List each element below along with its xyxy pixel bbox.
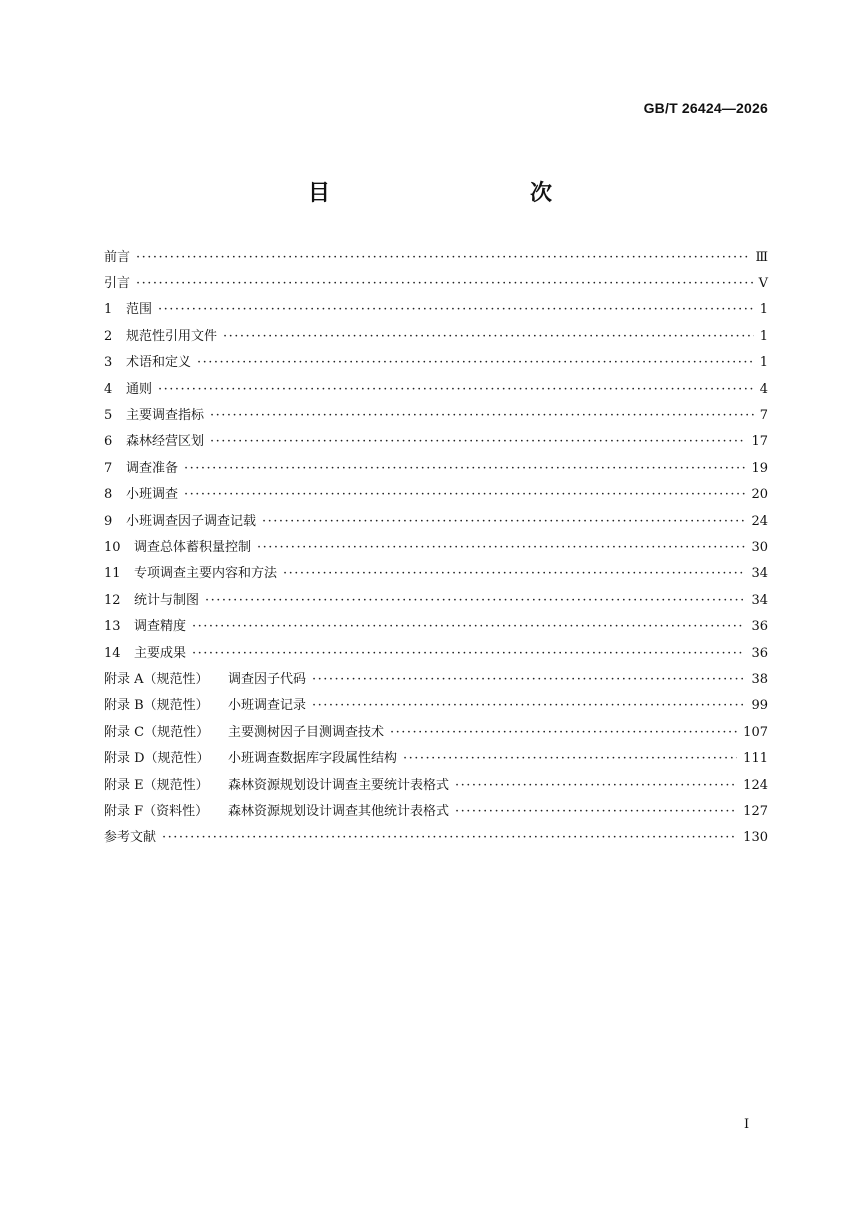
toc-entry-page: 34 [751,566,768,582]
toc-entry-label: 参考文献 [104,830,157,846]
toc-entry-appendix-e[interactable] [104,772,768,798]
toc-entry-9[interactable] [104,508,768,534]
toc-entry-number: 11 [104,566,121,582]
toc-entry-page: 24 [751,513,768,529]
toc-entry-14[interactable] [104,640,768,666]
toc-entry-6[interactable] [104,429,768,455]
toc-entry-page: 4 [759,381,768,397]
toc-entry-3[interactable] [104,350,768,376]
toc-entry-4[interactable] [104,376,768,402]
toc-entry-label: 通则 [126,381,153,397]
toc-entry-number: 附录 B（规范性） [104,698,209,714]
toc-entry-number: 附录 C（规范性） [104,724,210,740]
toc-entry-10[interactable] [104,534,768,560]
toc-entry-label: 小班调查记录 [228,698,307,714]
toc-entry-label: 小班调查 [126,487,179,503]
toc-entry-number: 7 [104,460,113,476]
toc-entry-appendix-f[interactable] [104,798,768,824]
toc-entry-foreword[interactable] [104,244,768,270]
toc-entry-label: 术语和定义 [126,355,192,371]
toc-entry-page: 124 [743,777,768,793]
dot-leader [162,831,737,844]
toc-entry-12[interactable] [104,587,768,613]
toc-entry-number: 5 [104,408,113,424]
toc-entry-number: 2 [104,328,113,344]
toc-entry-page: Ⅲ [755,249,768,265]
toc-entry-page: 19 [751,460,768,476]
toc-entry-number: 附录 A（规范性） [104,671,209,687]
dot-leader [184,488,745,501]
dot-leader [312,699,745,712]
toc-entry-page: 30 [751,539,768,555]
toc-entry-label: 调查总体蓄积量控制 [134,539,252,555]
toc-entry-appendix-b[interactable] [104,693,768,719]
toc-entry-page: 17 [751,434,768,450]
toc-entry-number: 13 [104,619,121,635]
toc-entry-label: 森林经营区划 [126,434,205,450]
toc-entry-number: 14 [104,645,121,661]
toc-entry-number: 附录 F（资料性） [104,803,209,819]
toc-entry-page: 7 [759,408,768,424]
toc-entry-5[interactable] [104,402,768,428]
toc-entry-page: 34 [751,592,768,608]
toc-entry-appendix-a[interactable] [104,666,768,692]
toc-entry-11[interactable] [104,561,768,587]
toc-entry-page: 38 [751,671,768,687]
toc-entry-appendix-d[interactable] [104,745,768,771]
toc-entry-page: 99 [751,698,768,714]
toc-entry-number: 6 [104,434,113,450]
toc-entry-label: 调查准备 [126,460,179,476]
toc-entry-label: 主要测树因子目测调查技术 [228,724,385,740]
toc-entry-number: 附录 E（规范性） [104,777,209,793]
toc-entry-page: 36 [751,645,768,661]
dot-leader [158,303,754,316]
dot-leader [223,330,754,343]
toc-entry-label: 小班调查因子调查记载 [126,513,257,529]
dot-leader [136,251,749,264]
dot-leader [262,515,745,528]
dot-leader [136,277,753,290]
toc-entry-label: 前言 [104,249,131,265]
toc-entry-label: 调查精度 [134,619,187,635]
toc-entry-page: 1 [759,355,768,371]
toc-entry-page: 111 [743,751,768,767]
toc-entry-page: 1 [759,302,768,318]
toc-entry-page: Ⅴ [758,276,768,292]
dot-leader [192,647,745,660]
dot-leader [210,409,754,422]
toc-entry-number: 12 [104,592,121,608]
toc-entry-page: 1 [759,328,768,344]
toc-entry-page: 127 [743,803,768,819]
toc-entry-bibliography[interactable] [104,825,768,851]
toc-entry-8[interactable] [104,482,768,508]
toc-entry-label: 统计与制图 [134,592,200,608]
toc-entry-13[interactable] [104,613,768,639]
toc-entry-label: 森林资源规划设计调查主要统计表格式 [228,777,450,793]
standard-code: GB/T 26424—2026 [643,100,768,116]
toc-entry-label: 引言 [104,276,131,292]
toc-entry-label: 小班调查数据库字段属性结构 [228,751,398,767]
toc-entry-1[interactable] [104,297,768,323]
toc-title: 目 次 [307,180,604,206]
dot-leader [283,567,745,580]
toc-entry-number: 附录 D（规范性） [104,751,210,767]
dot-leader [184,462,745,475]
toc-entry-number: 9 [104,513,113,529]
toc-entry-number: 3 [104,355,113,371]
toc-entry-number: 4 [104,381,113,397]
dot-leader [197,356,754,369]
dot-leader [455,805,737,818]
toc-entry-page: 130 [743,830,768,846]
toc-entry-label: 规范性引用文件 [126,328,218,344]
toc-entry-2[interactable] [104,323,768,349]
toc-entry-label: 主要成果 [134,645,187,661]
toc-entry-label: 范围 [126,302,153,318]
dot-leader [312,673,745,686]
toc-entry-page: 107 [743,724,768,740]
dot-leader [403,752,737,765]
dot-leader [257,541,745,554]
table-of-contents [104,244,768,851]
dot-leader [210,435,745,448]
toc-entry-page: 20 [751,487,768,503]
toc-entry-introduction[interactable] [104,270,768,296]
toc-entry-number: 1 [104,302,113,318]
dot-leader [390,726,737,739]
toc-entry-appendix-c[interactable] [104,719,768,745]
toc-entry-number: 8 [104,487,113,503]
toc-entry-page: 36 [751,619,768,635]
toc-entry-label: 专项调查主要内容和方法 [134,566,278,582]
page-number: I [744,1117,750,1132]
dot-leader [205,594,745,607]
dot-leader [455,779,737,792]
toc-entry-label: 森林资源规划设计调查其他统计表格式 [228,803,450,819]
toc-entry-label: 主要调查指标 [126,408,205,424]
toc-entry-7[interactable] [104,455,768,481]
toc-entry-label: 调查因子代码 [228,671,307,687]
toc-entry-number: 10 [104,539,121,555]
dot-leader [158,383,754,396]
dot-leader [192,620,745,633]
